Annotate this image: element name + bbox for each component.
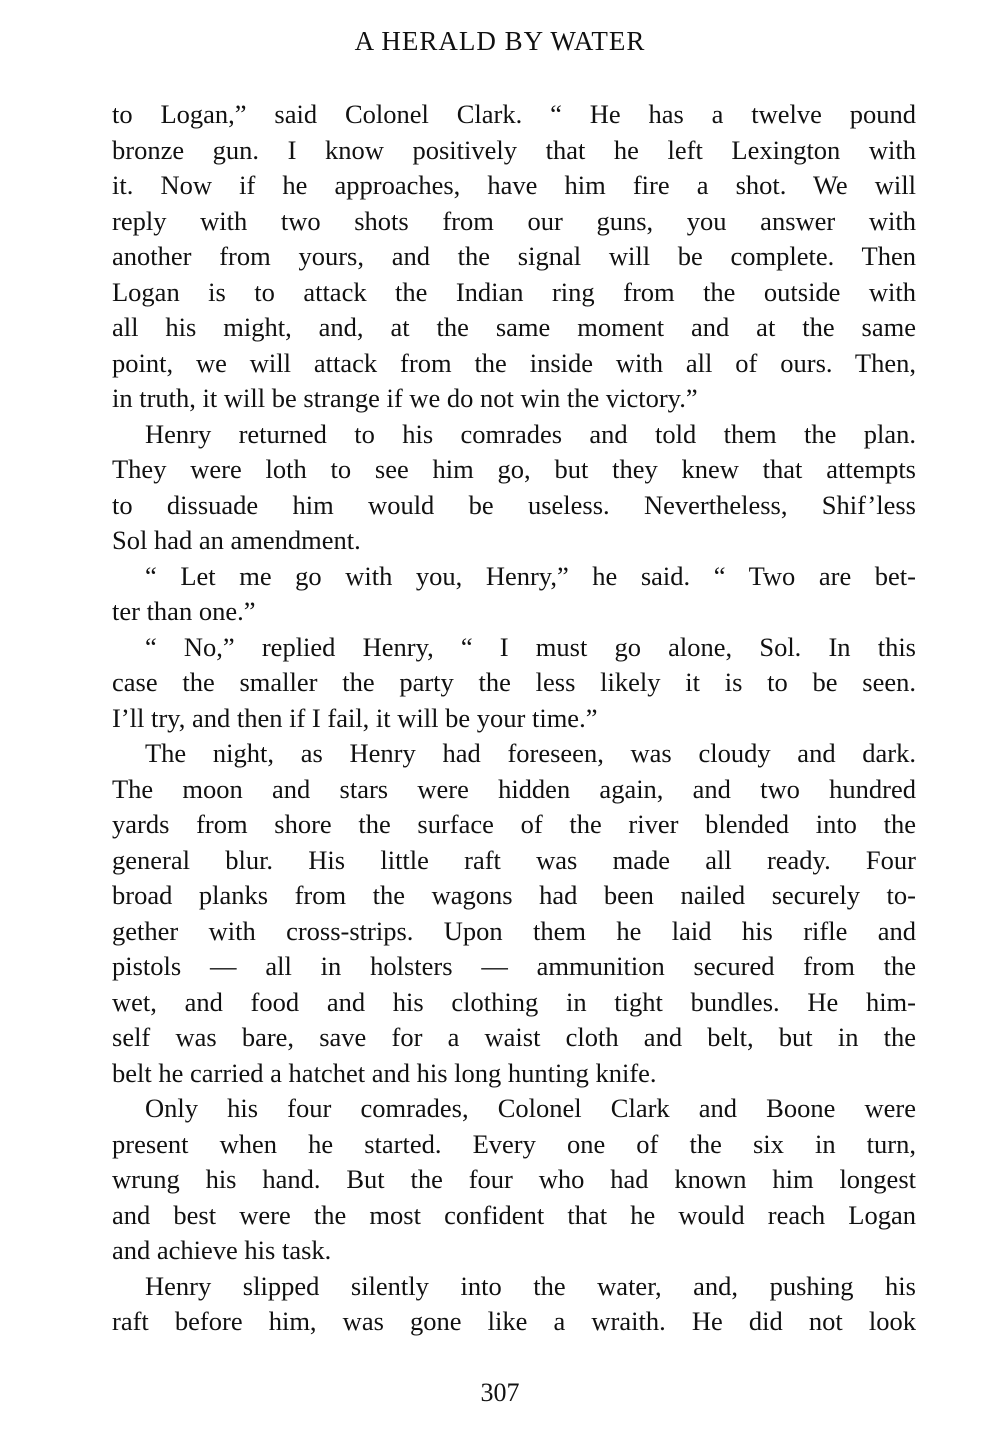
text-line: Henry slipped silently into the water, and, pushing his bbox=[145, 1270, 916, 1301]
text-line: yards from shore the surface of the river blended into the bbox=[112, 809, 916, 839]
paragraph bbox=[112, 1269, 916, 1340]
text-line: all his might, and, at the same moment and at the same bbox=[112, 312, 916, 342]
text-line: another from yours, and the signal will be complete. Then bbox=[112, 241, 916, 271]
text-line: present when he started. Every one of the six in turn, bbox=[112, 1128, 916, 1159]
text-line: and achieve his task. bbox=[112, 1235, 332, 1265]
paragraph bbox=[112, 736, 916, 1091]
paragraph bbox=[112, 417, 916, 559]
text-line: belt he carried a hatchet and his long hunting knife. bbox=[112, 1057, 657, 1088]
text-line: ter than one.” bbox=[112, 596, 256, 626]
text-line: and best were the most confident that he would reach Logan bbox=[112, 1199, 916, 1230]
paragraph bbox=[112, 559, 916, 630]
body-text bbox=[112, 97, 916, 1340]
text-line: “ Let me go with you, Henry,” he said. “ Two are bet- bbox=[145, 560, 916, 591]
text-line: Only his four comrades, Colonel Clark and Boone were bbox=[145, 1093, 916, 1123]
paragraph bbox=[112, 97, 916, 417]
paragraph bbox=[112, 1091, 916, 1269]
text-line: general blur. His little raft was made all ready. Four bbox=[112, 844, 916, 875]
text-line: Henry returned to his comrades and told them the plan. bbox=[145, 418, 916, 449]
text-line: in truth, it will be strange if we do not win the victory.” bbox=[112, 383, 698, 413]
text-line: raft before him, was gone like a wraith. He did not look bbox=[112, 1306, 916, 1336]
text-line: The moon and stars were hidden again, and two hundred bbox=[112, 773, 916, 804]
text-line: bronze gun. I know positively that he left Lexington with bbox=[112, 134, 916, 165]
text-line: Sol had an amendment. bbox=[112, 525, 361, 555]
text-line: reply with two shots from our guns, you answer with bbox=[112, 205, 916, 236]
text-line: to dissuade him would be useless. Nevertheless, Shif’less bbox=[112, 489, 916, 520]
text-line: self was bare, save for a waist cloth and belt, but in the bbox=[112, 1022, 916, 1052]
text-line: They were loth to see him go, but they knew that attempts bbox=[112, 454, 916, 484]
text-line: wrung his hand. But the four who had known him longest bbox=[112, 1164, 916, 1194]
text-line: case the smaller the party the less likely it is to be seen. bbox=[112, 667, 916, 697]
text-line: gether with cross-strips. Upon them he laid his rifle and bbox=[112, 915, 916, 946]
running-header: A HERALD BY WATER bbox=[354, 26, 646, 56]
text-line: The night, as Henry had foreseen, was cloudy and dark. bbox=[145, 738, 916, 768]
text-line: pistols — all in holsters — ammunition secured from the bbox=[112, 951, 916, 981]
text-line: to Logan,” said Colonel Clark. “ He has a twelve pound bbox=[112, 99, 916, 129]
text-line: Logan is to attack the Indian ring from the outside with bbox=[112, 276, 916, 307]
text-line: wet, and food and his clothing in tight bundles. He him- bbox=[112, 986, 916, 1017]
text-line: “ No,” replied Henry, “ I must go alone, Sol. In this bbox=[145, 631, 916, 662]
text-line: broad planks from the wagons had been nailed securely to- bbox=[112, 880, 916, 910]
text-line: I’ll try, and then if I fail, it will be your time.” bbox=[112, 702, 598, 733]
text-line: it. Now if he approaches, have him fire a shot. We will bbox=[112, 170, 916, 200]
text-line: point, we will attack from the inside with all of ours. Then, bbox=[112, 347, 916, 378]
page-number: 307 bbox=[480, 1378, 520, 1407]
paragraph bbox=[112, 630, 916, 737]
